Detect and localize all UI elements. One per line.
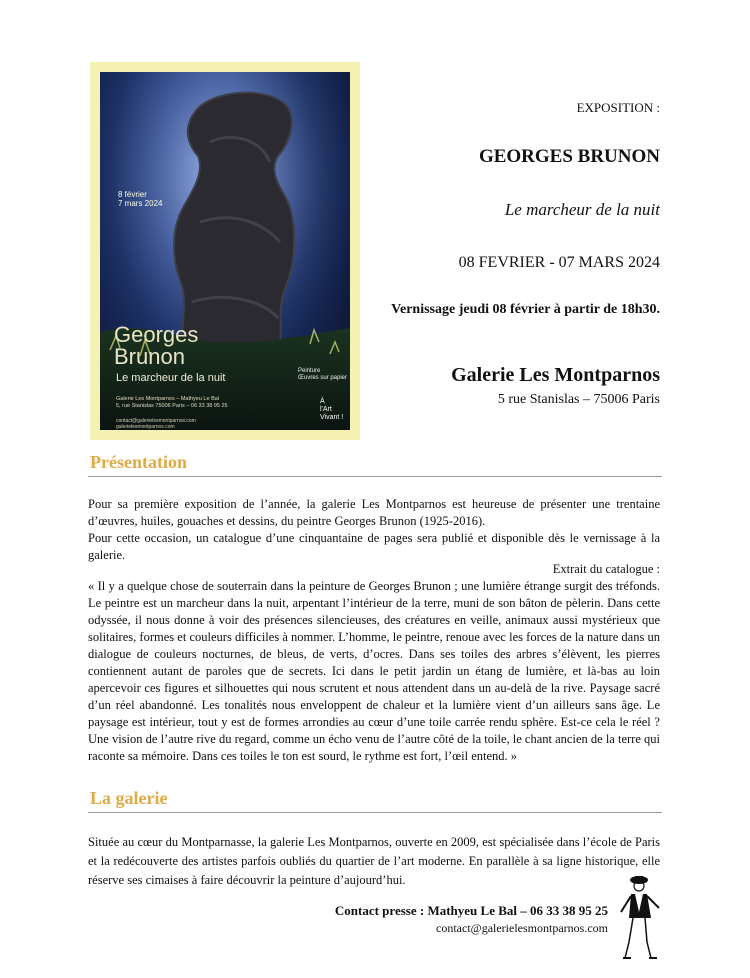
- presentation-paragraph-1: Pour sa première exposition de l’année, la galerie Les Montparnos est heureuse de présenter une trentaine d’œuvres, huiles, gouaches et dessins, du peintre Georges Brunon (1925-2016).: [88, 497, 660, 528]
- section-divider: [88, 476, 662, 477]
- poster-contact: contact@galerielesmontparnos.com galerielesmontparnos.com: [116, 418, 196, 430]
- exhibition-title: Le marcheur de la nuit: [504, 200, 660, 219]
- poster-artist-name: Georges Brunon: [114, 322, 199, 369]
- poster-subtitle: Le marcheur de la nuit: [116, 372, 226, 384]
- galerie-description: Située au cœur du Montparnasse, la galerie Les Montparnos, ouverte en 2009, est spécialisée dans l’école de Paris et la redécouverte des artistes parfois oubliés du quartier de l’art moderne. En parallèle à sa ligne historique, elle réserve ses cimaises à faire découvrir la peinture d’aujourd’hui.: [88, 835, 660, 887]
- dancer-figure-illustration: [615, 872, 665, 962]
- poster-gallery-info: Galerie Les Montparnos – Mathyeu Le Bal 5, rue Stanislas 75006 Paris – 06 33 38 95 25: [116, 396, 228, 409]
- poster-slogan: À l'Art Vivant !: [320, 398, 344, 421]
- galerie-heading: La galerie: [90, 788, 168, 808]
- exhibition-dates: 08 FEVRIER - 07 MARS 2024: [458, 254, 660, 271]
- exhibition-poster: [90, 62, 360, 440]
- press-contact: Contact presse : Mathyeu Le Bal – 06 33 38 95 25: [334, 903, 608, 918]
- presentation-paragraph-2: Pour cette occasion, un catalogue d’une cinquantaine de pages sera publié et disponible dès le vernissage à la galerie.: [88, 531, 660, 562]
- contact-email[interactable]: contact@galerielesmontparnos.com: [436, 921, 608, 935]
- catalogue-excerpt-label: Extrait du catalogue :: [552, 562, 660, 576]
- poster-dates: 8 février 7 mars 2024: [118, 190, 163, 208]
- poster-technique: Peinture Œuvres sur papier: [298, 368, 348, 381]
- vernissage-info: Vernissage jeudi 08 février à partir de 18h30.: [391, 302, 660, 317]
- poster-painting: [100, 72, 350, 430]
- artist-name: GEORGES BRUNON: [478, 146, 660, 167]
- gallery-name: Galerie Les Montparnos: [451, 364, 660, 386]
- presentation-heading: Présentation: [90, 452, 187, 472]
- section-divider: [88, 812, 662, 813]
- exhibition-label: EXPOSITION :: [576, 100, 660, 115]
- catalogue-quote: « Il y a quelque chose de souterrain dans la peinture de Georges Brunon ; une lumière étrange surgit des tréfonds. Le peintre est un marcheur dans la nuit, arpentant l’intérieur de la terre, muni de son bâton de pèlerin. Dans cette odyssée, il nous donne à voir des présences silencieuses, des créatures en veille, animaux aussi mystérieux que solitaires, formes et couleurs difficiles à nommer. L’homme, le peintre, renoue avec les forces de la nature dans un dialogue de couleurs nocturnes, de bleus, de verts, d’ocres. Dans ses toiles des arbres s’élèvent, les pierres contiennent autant de paroles que de secrets. Ici dans le petit jardin un étang de lumière, et là-bas au loin apercevoir ces figures et silhouettes qui nous scrutent et nous attendent dans un au-delà de la rive. Paysage sacré d’un réel abandonné. Les tonalités nous enveloppent de chaleur et la lumière vient d’un ailleurs sans âge. Le paysage est intérieur, tout y est de formes arrondies au cœur d’une toile carrée rendu sphère. Est-ce cela le réel ? Une vision de l’autre rive du regard, comme un écho venu de l’autre côté de la toile, le chant ancien de la terre qui raconte sa mémoire. Dans ces toiles le ton est sourd, le rythme est fort, l’œil entend. »: [88, 579, 660, 763]
- gallery-address: 5 rue Stanislas – 75006 Paris: [497, 392, 660, 407]
